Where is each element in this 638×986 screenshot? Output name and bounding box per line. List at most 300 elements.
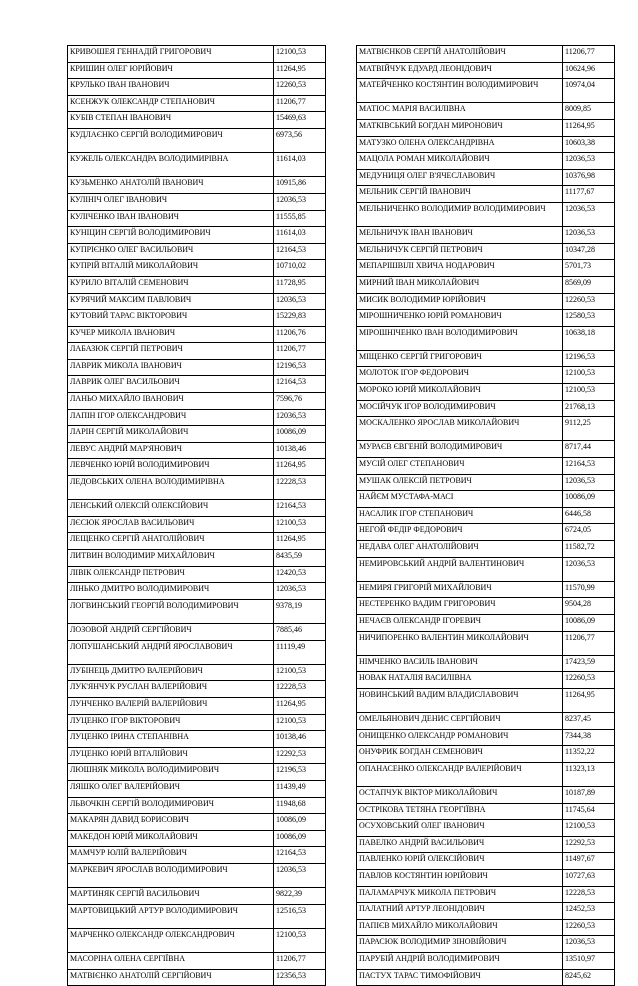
table-row xyxy=(68,326,326,343)
table-row xyxy=(68,393,326,410)
table-row xyxy=(68,376,326,393)
person-name-cell: МУСІЙ ОЛЕГ СТЕПАНОВИЧ xyxy=(357,458,563,475)
amount-cell: 12100,53 xyxy=(563,384,615,401)
table-row xyxy=(68,599,326,623)
person-name-cell: НОВИНСЬКИЙ ВАДИМ ВЛАДИСЛАВОВИЧ xyxy=(357,688,563,712)
table-row xyxy=(68,409,326,426)
table-row xyxy=(68,664,326,681)
amount-cell: 11119,49 xyxy=(274,640,326,664)
table-row xyxy=(68,583,326,600)
person-name-cell: ПАВЛЕНКО ЮРІЙ ОЛЕКСІЙОВИЧ xyxy=(357,853,563,870)
person-name-cell: КУНІЦИН СЕРГІЙ ВОЛОДИМИРОВИЧ xyxy=(68,227,274,244)
person-name-cell: КУБІВ СТЕПАН ІВАНОВИЧ xyxy=(68,112,274,129)
table-row xyxy=(357,293,615,310)
table-row xyxy=(68,969,326,986)
table-row xyxy=(68,623,326,640)
person-name-cell: МАРКЕВИЧ ЯРОСЛАВ ВОЛОДИМИРОВИЧ xyxy=(68,863,274,887)
amount-cell: 8009,85 xyxy=(563,103,615,120)
amount-cell: 12036,53 xyxy=(563,202,615,226)
person-name-cell: ЛЕДОВСЬКИХ ОЛЕНА ВОЛОДИМИРІВНА xyxy=(68,476,274,500)
amount-cell: 8435,59 xyxy=(274,550,326,567)
table-row xyxy=(68,153,326,177)
table-row xyxy=(68,128,326,152)
person-name-cell: МИСИК ВОЛОДИМИР ЮРІЙОВИЧ xyxy=(357,293,563,310)
amount-cell: 11206,77 xyxy=(274,95,326,112)
table-row xyxy=(68,904,326,928)
amount-cell: 12164,53 xyxy=(563,458,615,475)
table-row xyxy=(357,820,615,837)
table-row xyxy=(357,936,615,953)
person-name-cell: МЕЛЬНИЧЕНКО ВОЛОДИМИР ВОЛОДИМИРОВИЧ xyxy=(357,202,563,226)
amount-cell: 11264,95 xyxy=(274,459,326,476)
person-name-cell: ПАВЕЛКО АНДРІЙ ВАСИЛЬОВИЧ xyxy=(357,836,563,853)
amount-cell: 12036,53 xyxy=(274,583,326,600)
person-name-cell: КУЛІНІЧ ОЛЕГ ІВАНОВИЧ xyxy=(68,193,274,210)
table-row xyxy=(68,112,326,129)
person-name-cell: ОСУХОВСЬКИЙ ОЛЕГ ІВАНОВИЧ xyxy=(357,820,563,837)
person-name-cell: КСЕНЖУК ОЛЕКСАНДР СТЕПАНОВИЧ xyxy=(68,95,274,112)
amount-cell: 10974,04 xyxy=(563,79,615,103)
person-name-cell: ЛОГВИНСЬКИЙ ГЕОРГІЙ ВОЛОДИМИРОВИЧ xyxy=(68,599,274,623)
table-row xyxy=(68,516,326,533)
person-name-cell: МАТЕЙЧЕНКО КОСТЯНТИН ВОЛОДИМИРОВИЧ xyxy=(357,79,563,103)
amount-cell: 10086,09 xyxy=(563,614,615,631)
person-name-cell: МІРОШНИЧЕНКО ЮРІЙ РОМАНОВИЧ xyxy=(357,310,563,327)
amount-cell: 12036,53 xyxy=(563,474,615,491)
table-row xyxy=(68,476,326,500)
table-row xyxy=(68,780,326,797)
amount-cell: 12292,53 xyxy=(274,747,326,764)
amount-cell: 12196,53 xyxy=(274,764,326,781)
amount-cell: 10624,96 xyxy=(563,62,615,79)
person-name-cell: ПАПІЄВ МИХАЙЛО МИКОЛАЙОВИЧ xyxy=(357,919,563,936)
person-name-cell: МОСІЙЧУК ІГОР ВОЛОДИМИРОВИЧ xyxy=(357,400,563,417)
table-row xyxy=(68,276,326,293)
amount-cell: 12036,53 xyxy=(274,863,326,887)
amount-cell: 12036,53 xyxy=(274,293,326,310)
person-name-cell: НЕГОЙ ФЕДІР ФЕДОРОВИЧ xyxy=(357,524,563,541)
person-name-cell: КУПРІЙ ВІТАЛІЙ МИКОЛАЙОВИЧ xyxy=(68,260,274,277)
amount-cell: 7344,38 xyxy=(563,729,615,746)
person-name-cell: НЕМИРЯ ГРИГОРІЙ МИХАЙЛОВИЧ xyxy=(357,581,563,598)
table-row xyxy=(68,62,326,79)
amount-cell: 13510,97 xyxy=(563,953,615,970)
table-row xyxy=(357,260,615,277)
person-name-cell: МОСКАЛЕНКО ЯРОСЛАВ МИКОЛАЙОВИЧ xyxy=(357,417,563,441)
table-row xyxy=(357,787,615,804)
table-row xyxy=(357,836,615,853)
amount-cell: 6973,56 xyxy=(274,128,326,152)
amount-cell: 12164,53 xyxy=(274,500,326,517)
amount-cell: 9822,39 xyxy=(274,888,326,905)
person-name-cell: ОНИЩЕНКО ОЛЕКСАНДР РОМАНОВИЧ xyxy=(357,729,563,746)
person-name-cell: ПАЛАТНИЙ АРТУР ЛЕОНІДОВИЧ xyxy=(357,903,563,920)
amount-cell: 11948,68 xyxy=(274,797,326,814)
person-name-cell: КУРИЛО ВІТАЛІЙ СЕМЕНОВИЧ xyxy=(68,276,274,293)
amount-cell: 11497,67 xyxy=(563,853,615,870)
table-row xyxy=(68,243,326,260)
table-row xyxy=(68,953,326,970)
amount-cell: 11206,77 xyxy=(274,953,326,970)
amount-cell: 11439,49 xyxy=(274,780,326,797)
table-row xyxy=(357,310,615,327)
table-row xyxy=(68,310,326,327)
amount-cell: 12228,53 xyxy=(274,681,326,698)
amount-cell: 12420,53 xyxy=(274,566,326,583)
amount-cell: 12164,53 xyxy=(274,376,326,393)
table-row xyxy=(68,533,326,550)
amount-cell: 15469,63 xyxy=(274,112,326,129)
table-row xyxy=(68,210,326,227)
person-name-cell: НЕЧАЄВ ОЛЕКСАНДР ІГОРЕВИЧ xyxy=(357,614,563,631)
amount-cell: 12100,53 xyxy=(563,367,615,384)
amount-cell: 12100,53 xyxy=(274,46,326,63)
person-name-cell: НАСАЛИК ІГОР СТЕПАНОВИЧ xyxy=(357,507,563,524)
person-name-cell: ЛОПУШАНСЬКИЙ АНДРІЙ ЯРОСЛАВОВИЧ xyxy=(68,640,274,664)
table-row xyxy=(357,458,615,475)
person-name-cell: НАЙЄМ МУСТАФА-МАСІ xyxy=(357,491,563,508)
table-row xyxy=(68,426,326,443)
table-row xyxy=(357,417,615,441)
amount-cell: 10915,86 xyxy=(274,177,326,194)
table-row xyxy=(357,598,615,615)
amount-cell: 11206,77 xyxy=(563,46,615,63)
table-row xyxy=(68,459,326,476)
table-row xyxy=(357,803,615,820)
table-row xyxy=(357,688,615,712)
person-name-cell: КУЖЕЛЬ ОЛЕКСАНДРА ВОЛОДИМИРІВНА xyxy=(68,153,274,177)
amount-cell: 12100,53 xyxy=(274,516,326,533)
amount-cell: 8237,45 xyxy=(563,713,615,730)
amount-cell: 12292,53 xyxy=(563,836,615,853)
table-row xyxy=(357,672,615,689)
person-name-cell: ОСТРІКОВА ТЕТЯНА ГЕОРГІЇВНА xyxy=(357,803,563,820)
amount-cell: 12036,53 xyxy=(563,227,615,244)
table-row xyxy=(357,614,615,631)
amount-cell: 7885,46 xyxy=(274,623,326,640)
person-name-cell: ЛЕНСЬКИЙ ОЛЕКСІЙ ОЛЕКСІЙОВИЧ xyxy=(68,500,274,517)
person-name-cell: ПАРУБІЙ АНДРІЙ ВОЛОДИМИРОВИЧ xyxy=(357,953,563,970)
amount-cell: 12260,53 xyxy=(274,79,326,96)
person-name-cell: МЕПАРІШВІЛІ ХВИЧА НОДАРОВИЧ xyxy=(357,260,563,277)
person-name-cell: КУДЛАЄНКО СЕРГІЙ ВОЛОДИМИРОВИЧ xyxy=(68,128,274,152)
person-name-cell: МІЩЕНКО СЕРГІЙ ГРИГОРОВИЧ xyxy=(357,350,563,367)
person-name-cell: ЛАПІН ІГОР ОЛЕКСАНДРОВИЧ xyxy=(68,409,274,426)
table-row xyxy=(68,177,326,194)
person-name-cell: ОНУФРИК БОГДАН СЕМЕНОВИЧ xyxy=(357,746,563,763)
amount-cell: 17423,59 xyxy=(563,655,615,672)
amount-cell: 12228,53 xyxy=(563,886,615,903)
table-row xyxy=(357,243,615,260)
amount-cell: 11177,67 xyxy=(563,186,615,203)
table-row xyxy=(68,697,326,714)
amount-cell: 11614,03 xyxy=(274,227,326,244)
table-row xyxy=(357,491,615,508)
person-name-cell: ЛЕВЧЕНКО ЮРІЙ ВОЛОДИМИРОВИЧ xyxy=(68,459,274,476)
person-name-cell: ЛІВІК ОЛЕКСАНДР ПЕТРОВИЧ xyxy=(68,566,274,583)
amount-cell: 6446,58 xyxy=(563,507,615,524)
person-name-cell: ЛОЗОВОЙ АНДРІЙ СЕРГІЙОВИЧ xyxy=(68,623,274,640)
table-row xyxy=(357,557,615,581)
table-row xyxy=(357,903,615,920)
person-name-cell: ЛАВРИК ОЛЕГ ВАСИЛЬОВИЧ xyxy=(68,376,274,393)
table-row xyxy=(357,384,615,401)
person-name-cell: ЛЄСЮК ЯРОСЛАВ ВАСИЛЬОВИЧ xyxy=(68,516,274,533)
person-name-cell: МАРТОВИЦЬКИЙ АРТУР ВОЛОДИМИРОВИЧ xyxy=(68,904,274,928)
table-row xyxy=(357,762,615,786)
table-row xyxy=(68,95,326,112)
amount-cell: 10710,02 xyxy=(274,260,326,277)
amount-cell: 9112,25 xyxy=(563,417,615,441)
person-name-cell: КРИШИН ОЛЕГ ЮРІЙОВИЧ xyxy=(68,62,274,79)
table-row xyxy=(357,655,615,672)
amount-cell: 12036,53 xyxy=(274,409,326,426)
person-name-cell: ЛИТВИН ВОЛОДИМИР МИХАЙЛОВИЧ xyxy=(68,550,274,567)
table-row xyxy=(357,746,615,763)
table-row xyxy=(357,919,615,936)
person-name-cell: ЛІНЬКО ДМИТРО ВОЛОДИМИРОВИЧ xyxy=(68,583,274,600)
person-name-cell: ОСТАПЧУК ВІКТОР МИКОЛАЙОВИЧ xyxy=(357,787,563,804)
amount-cell: 10138,46 xyxy=(274,442,326,459)
table-row xyxy=(68,79,326,96)
person-name-cell: НЕМИРОВСЬКИЙ АНДРІЙ ВАЛЕНТИНОВИЧ xyxy=(357,557,563,581)
left-column xyxy=(67,45,321,986)
amount-cell: 10138,46 xyxy=(274,731,326,748)
person-name-cell: МАМЧУР ЮЛІЙ ВАЛЕРІЙОВИЧ xyxy=(68,847,274,864)
table-row xyxy=(357,853,615,870)
table-row xyxy=(68,731,326,748)
amount-cell: 5701,73 xyxy=(563,260,615,277)
table-row xyxy=(357,136,615,153)
amount-cell: 11582,72 xyxy=(563,541,615,558)
table-row xyxy=(357,713,615,730)
amount-cell: 15229,83 xyxy=(274,310,326,327)
amount-cell: 9504,28 xyxy=(563,598,615,615)
table-row xyxy=(357,169,615,186)
person-name-cell: ЛАБАЗЮК СЕРГІЙ ПЕТРОВИЧ xyxy=(68,343,274,360)
amount-cell: 10638,18 xyxy=(563,326,615,350)
table-row xyxy=(357,79,615,103)
table-row xyxy=(357,153,615,170)
left-table xyxy=(67,45,326,986)
table-row xyxy=(357,326,615,350)
amount-cell: 12196,53 xyxy=(563,350,615,367)
table-row xyxy=(357,507,615,524)
amount-cell: 11206,76 xyxy=(274,326,326,343)
amount-cell: 21768,13 xyxy=(563,400,615,417)
amount-cell: 12164,53 xyxy=(274,847,326,864)
person-name-cell: ЛУК'ЯНЧУК РУСЛАН ВАЛЕРІЙОВИЧ xyxy=(68,681,274,698)
table-row xyxy=(357,581,615,598)
person-name-cell: ОМЕЛЬЯНОВИЧ ДЕНИС СЕРГІЙОВИЧ xyxy=(357,713,563,730)
person-name-cell: ЛУЦЕНКО ІРИНА СТЕПАНІВНА xyxy=(68,731,274,748)
table-row xyxy=(68,681,326,698)
table-row xyxy=(68,764,326,781)
amount-cell: 10086,09 xyxy=(274,426,326,443)
table-row xyxy=(357,729,615,746)
person-name-cell: КУЗЬМЕНКО АНАТОЛІЙ ІВАНОВИЧ xyxy=(68,177,274,194)
amount-cell: 12580,53 xyxy=(563,310,615,327)
table-row xyxy=(357,119,615,136)
table-row xyxy=(357,524,615,541)
amount-cell: 10086,09 xyxy=(563,491,615,508)
table-row xyxy=(357,474,615,491)
amount-cell: 12036,53 xyxy=(563,557,615,581)
amount-cell: 11206,77 xyxy=(274,343,326,360)
table-row xyxy=(68,550,326,567)
table-row xyxy=(357,441,615,458)
amount-cell: 10347,28 xyxy=(563,243,615,260)
table-row xyxy=(357,62,615,79)
table-row xyxy=(357,400,615,417)
amount-cell: 9378,19 xyxy=(274,599,326,623)
amount-cell: 11570,99 xyxy=(563,581,615,598)
amount-cell: 12260,53 xyxy=(563,919,615,936)
table-row xyxy=(68,46,326,63)
amount-cell: 12196,53 xyxy=(274,359,326,376)
table-row xyxy=(68,193,326,210)
person-name-cell: ЛЕВУС АНДРІЙ МАР'ЯНОВИЧ xyxy=(68,442,274,459)
person-name-cell: МЕДУНИЦЯ ОЛЕГ В'ЯЧЕСЛАВОВИЧ xyxy=(357,169,563,186)
table-row xyxy=(357,350,615,367)
person-name-cell: МАСОРІНА ОЛЕНА СЕРГІЇВНА xyxy=(68,953,274,970)
person-name-cell: ОПАНАСЕНКО ОЛЕКСАНДР ВАЛЕРІЙОВИЧ xyxy=(357,762,563,786)
amount-cell: 11352,22 xyxy=(563,746,615,763)
amount-cell: 10727,63 xyxy=(563,870,615,887)
right-table xyxy=(356,45,615,986)
amount-cell: 12100,53 xyxy=(274,928,326,952)
amount-cell: 12164,53 xyxy=(274,243,326,260)
amount-cell: 12260,53 xyxy=(563,672,615,689)
amount-cell: 8569,09 xyxy=(563,276,615,293)
table-row xyxy=(68,500,326,517)
person-name-cell: МАКАРЯН ДАВИД БОРИСОВИЧ xyxy=(68,814,274,831)
person-name-cell: МЕЛЬНИК СЕРГІЙ ІВАНОВИЧ xyxy=(357,186,563,203)
person-name-cell: ЛАРІН СЕРГІЙ МИКОЛАЙОВИЧ xyxy=(68,426,274,443)
amount-cell: 11614,03 xyxy=(274,153,326,177)
amount-cell: 11264,95 xyxy=(274,697,326,714)
amount-cell: 12036,53 xyxy=(563,153,615,170)
table-row xyxy=(357,227,615,244)
table-row xyxy=(68,442,326,459)
table-row xyxy=(68,863,326,887)
table-row xyxy=(357,886,615,903)
amount-cell: 10086,09 xyxy=(274,830,326,847)
person-name-cell: ПАЛАМАРЧУК МИКОЛА ПЕТРОВИЧ xyxy=(357,886,563,903)
table-row xyxy=(68,797,326,814)
amount-cell: 12036,53 xyxy=(274,193,326,210)
person-name-cell: МАТВІЄНКО АНАТОЛІЙ СЕРГІЙОВИЧ xyxy=(68,969,274,986)
amount-cell: 7596,76 xyxy=(274,393,326,410)
person-name-cell: МИРНИЙ ІВАН МИКОЛАЙОВИЧ xyxy=(357,276,563,293)
person-name-cell: МАТІОС МАРІЯ ВАСИЛІВНА xyxy=(357,103,563,120)
person-name-cell: МЕЛЬНИЧУК ІВАН ІВАНОВИЧ xyxy=(357,227,563,244)
person-name-cell: МАТКІВСЬКИЙ БОГДАН МИРОНОВИЧ xyxy=(357,119,563,136)
person-name-cell: МОЛОТОК ІГОР ФЕДОРОВИЧ xyxy=(357,367,563,384)
person-name-cell: ЛУЦЕНКО ЮРІЙ ВІТАЛІЙОВИЧ xyxy=(68,747,274,764)
amount-cell: 8717,44 xyxy=(563,441,615,458)
table-row xyxy=(357,969,615,986)
person-name-cell: МАТВІЄНКОВ СЕРГІЙ АНАТОЛІЙОВИЧ xyxy=(357,46,563,63)
person-name-cell: НЕСТЕРЕНКО ВАДИМ ГРИГОРОВИЧ xyxy=(357,598,563,615)
table-row xyxy=(357,276,615,293)
amount-cell: 6724,05 xyxy=(563,524,615,541)
amount-cell: 12228,53 xyxy=(274,476,326,500)
table-row xyxy=(357,202,615,226)
table-row xyxy=(68,640,326,664)
amount-cell: 8245,62 xyxy=(563,969,615,986)
table-row xyxy=(68,747,326,764)
amount-cell: 11555,85 xyxy=(274,210,326,227)
amount-cell: 12356,53 xyxy=(274,969,326,986)
person-name-cell: МАКЕДОН ЮРІЙ МИКОЛАЙОВИЧ xyxy=(68,830,274,847)
person-name-cell: ЛЮШНЯК МИКОЛА ВОЛОДИМИРОВИЧ xyxy=(68,764,274,781)
table-row xyxy=(68,293,326,310)
amount-cell: 11323,13 xyxy=(563,762,615,786)
amount-cell: 11264,95 xyxy=(274,62,326,79)
table-row xyxy=(357,631,615,655)
person-name-cell: МІРОШНІЧЕНКО ІВАН ВОЛОДИМИРОВИЧ xyxy=(357,326,563,350)
amount-cell: 12452,53 xyxy=(563,903,615,920)
amount-cell: 12100,53 xyxy=(274,714,326,731)
table-row xyxy=(68,227,326,244)
person-name-cell: ПАРАСЮК ВОЛОДИМИР ЗІНОВІЙОВИЧ xyxy=(357,936,563,953)
person-name-cell: ПАВЛОВ КОСТЯНТИН ЮРІЙОВИЧ xyxy=(357,870,563,887)
amount-cell: 11264,95 xyxy=(563,119,615,136)
person-name-cell: КУЛІЧЕНКО ІВАН ІВАНОВИЧ xyxy=(68,210,274,227)
table-row xyxy=(357,953,615,970)
table-row xyxy=(357,186,615,203)
amount-cell: 12100,53 xyxy=(274,664,326,681)
table-row xyxy=(68,566,326,583)
amount-cell: 11264,95 xyxy=(274,533,326,550)
person-name-cell: МЕЛЬНИЧУК СЕРГІЙ ПЕТРОВИЧ xyxy=(357,243,563,260)
person-name-cell: МАЦОЛА РОМАН МИКОЛАЙОВИЧ xyxy=(357,153,563,170)
person-name-cell: ПАСТУХ ТАРАС ТИМОФІЙОВИЧ xyxy=(357,969,563,986)
person-name-cell: КУРЯЧИЙ МАКСИМ ПАВЛОВИЧ xyxy=(68,293,274,310)
table-row xyxy=(357,367,615,384)
table-row xyxy=(68,260,326,277)
person-name-cell: ЛЬВОЧКІН СЕРГІЙ ВОЛОДИМИРОВИЧ xyxy=(68,797,274,814)
person-name-cell: КУЧЕР МИКОЛА ІВАНОВИЧ xyxy=(68,326,274,343)
person-name-cell: КРИВОШЕЯ ГЕННАДІЙ ГРИГОРОВИЧ xyxy=(68,46,274,63)
amount-cell: 12516,53 xyxy=(274,904,326,928)
amount-cell: 11206,77 xyxy=(563,631,615,655)
table-row xyxy=(68,830,326,847)
person-name-cell: КУТОВИЙ ТАРАС ВІКТОРОВИЧ xyxy=(68,310,274,327)
amount-cell: 11745,64 xyxy=(563,803,615,820)
table-row xyxy=(68,928,326,952)
person-name-cell: МАРТИНЯК СЕРГІЙ ВАСИЛЬОВИЧ xyxy=(68,888,274,905)
table-row xyxy=(357,46,615,63)
person-name-cell: МОРОКО ЮРІЙ МИКОЛАЙОВИЧ xyxy=(357,384,563,401)
table-row xyxy=(68,888,326,905)
person-name-cell: НІМЧЕНКО ВАСИЛЬ ІВАНОВИЧ xyxy=(357,655,563,672)
person-name-cell: ЛЕЩЕНКО СЕРГІЙ АНАТОЛІЙОВИЧ xyxy=(68,533,274,550)
person-name-cell: МУШАК ОЛЕКСІЙ ПЕТРОВИЧ xyxy=(357,474,563,491)
person-name-cell: КУПРІЄНКО ОЛЕГ ВАСИЛЬОВИЧ xyxy=(68,243,274,260)
amount-cell: 12100,53 xyxy=(563,820,615,837)
person-name-cell: НОВАК НАТАЛІЯ ВАСИЛІВНА xyxy=(357,672,563,689)
amount-cell: 10376,98 xyxy=(563,169,615,186)
table-row xyxy=(68,343,326,360)
person-name-cell: МАТВІЙЧУК ЕДУАРД ЛЕОНІДОВИЧ xyxy=(357,62,563,79)
amount-cell: 10187,89 xyxy=(563,787,615,804)
table-row xyxy=(357,541,615,558)
amount-cell: 10603,38 xyxy=(563,136,615,153)
table-row xyxy=(68,847,326,864)
table-row xyxy=(357,870,615,887)
